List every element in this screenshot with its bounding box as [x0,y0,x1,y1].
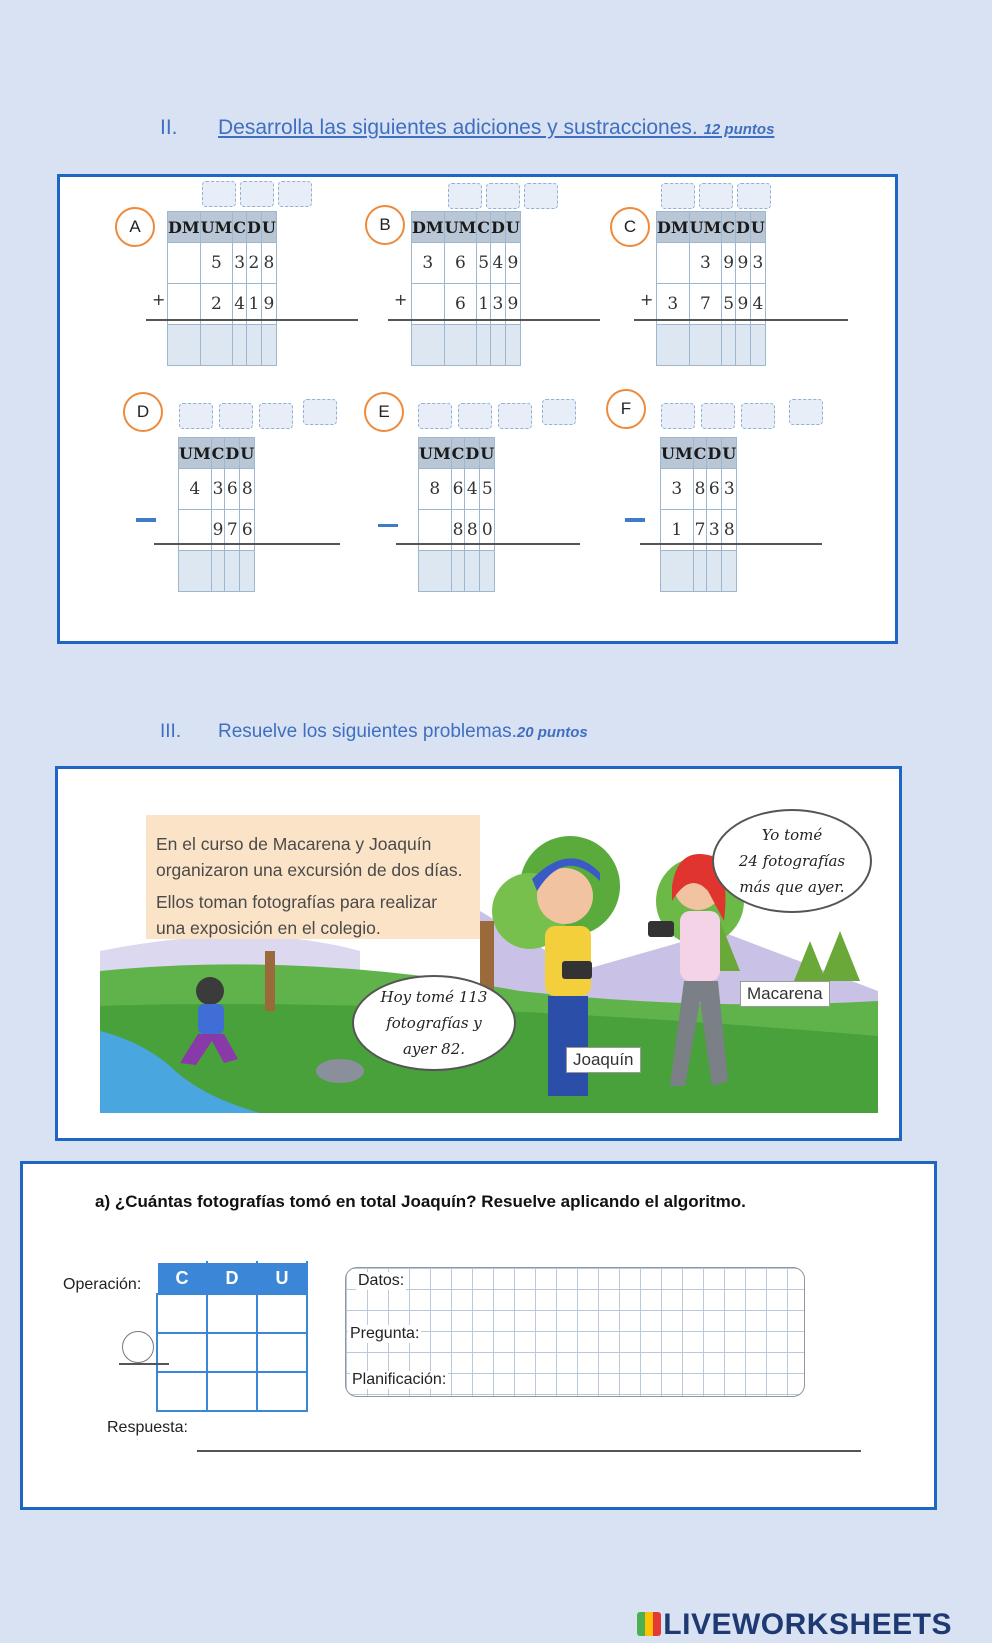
operation-sign-circle[interactable] [122,1331,154,1363]
question-text: a) ¿Cuántas fotografías tomó en total Joaquín? Resuelve aplicando el algoritmo. [95,1192,746,1211]
liveworksheets-logo: LIVEWORKSHEETS [637,1608,952,1642]
story-frame [55,766,902,1141]
answer-cell[interactable] [179,551,212,592]
story-intro [146,815,480,939]
joaquin-speech-bubble: Hoy tomé 113 fotografías y ayer 82. [352,975,516,1071]
planning-grid[interactable] [345,1267,805,1397]
section-title: Desarrolla las siguientes adiciones y sustracciones. [218,116,698,139]
answer-cell[interactable] [257,1372,307,1411]
answer-cell[interactable] [480,551,495,592]
planificacion-label: Planificación: [352,1371,447,1388]
place-value-table: DM UM C D U 5 3 2 8 2 4 1 9 [167,211,277,366]
borrow-box[interactable] [219,403,253,429]
borrow-box[interactable] [179,403,213,429]
difference-rule [396,543,580,545]
answer-cell[interactable] [157,1333,207,1372]
sum-rule [634,319,848,321]
carry-box[interactable] [737,183,771,209]
answer-cell[interactable] [233,325,247,366]
carry-box[interactable] [486,183,520,209]
difference-rule [154,543,340,545]
answer-cell[interactable] [261,325,276,366]
carry-box[interactable] [240,181,274,207]
label-a-badge: A [115,207,155,247]
answer-cell[interactable] [707,551,722,592]
plus-sign: + [394,290,408,309]
intro-line: organizaron una excursión de dos días. [156,860,463,880]
answer-cell[interactable] [200,325,233,366]
answer-cell[interactable] [157,1372,207,1411]
place-value-table: UM C D U 8 6 4 5 8 8 0 [418,437,495,592]
section-points: 20 puntos [516,724,588,741]
answer-cell[interactable] [465,551,480,592]
borrow-box[interactable] [741,403,775,429]
answer-cell[interactable] [451,551,465,592]
macarena-speech-bubble: Yo tomé 24 fotografías más que ayer. [712,809,872,913]
answer-cell[interactable] [207,1294,257,1333]
section-number: III. [160,721,182,742]
answer-cell[interactable] [419,551,452,592]
carry-box[interactable] [524,183,558,209]
borrow-box[interactable] [661,403,695,429]
intro-line: una exposición en el colegio. [156,918,381,938]
carry-box[interactable] [278,181,312,207]
answer-cell[interactable] [693,551,707,592]
answer-cell[interactable] [412,325,445,366]
section-points: 12 puntos [703,121,775,138]
place-value-table: UM C D U 4 3 6 8 9 7 6 [178,437,255,592]
carry-box[interactable] [448,183,482,209]
carry-box[interactable] [699,183,733,209]
pregunta-label: Pregunta: [350,1325,420,1342]
borrow-box[interactable] [542,399,576,425]
answer-cell[interactable] [750,325,765,366]
label-f-badge: F [606,389,646,429]
respuesta-label: Respuesta: [107,1419,188,1436]
answer-cell[interactable] [444,325,477,366]
plus-sign: + [152,290,166,309]
answer-cell[interactable] [211,551,225,592]
answer-cell[interactable] [505,325,520,366]
story-illustration [100,801,878,1113]
answer-cell[interactable] [257,1333,307,1372]
answer-cell[interactable] [477,325,491,366]
borrow-box[interactable] [789,399,823,425]
question-frame [20,1161,937,1510]
minus-sign [625,518,645,522]
operacion-label: Operación: [63,1276,142,1293]
borrow-box[interactable] [458,403,492,429]
macarena-name-tag: Macarena [740,981,830,1007]
answer-cell[interactable] [657,325,690,366]
logo-mark-icon [637,1612,661,1636]
operation-rule [119,1363,169,1365]
borrow-box[interactable] [701,403,735,429]
borrow-box[interactable] [498,403,532,429]
difference-rule [640,543,822,545]
intro-line: Ellos toman fotografías para realizar [156,892,438,912]
answer-cell[interactable] [168,325,201,366]
joaquin-name-tag: Joaquín [566,1047,641,1073]
section-title: Resuelve los siguientes problemas. [218,721,517,742]
place-value-table: DM UM C D U 3 6 5 4 9 6 1 3 9 [411,211,521,366]
minus-sign [378,524,398,527]
answer-cell[interactable] [722,325,736,366]
borrow-box[interactable] [418,403,452,429]
cdu-table: C D U [156,1261,308,1412]
respuesta-line[interactable] [197,1450,861,1452]
answer-cell[interactable] [661,551,694,592]
sum-rule [388,319,600,321]
datos-label: Datos: [358,1272,405,1289]
borrow-box[interactable] [303,399,337,425]
section-number: II. [160,116,178,139]
carry-box[interactable] [202,181,236,207]
answer-cell[interactable] [491,325,506,366]
answer-cell[interactable] [736,325,751,366]
plus-sign: + [640,290,654,309]
answer-cell[interactable] [257,1294,307,1333]
minus-sign [136,518,156,522]
label-d-badge: D [123,392,163,432]
answer-cell[interactable] [247,325,262,366]
answer-cell[interactable] [722,551,737,592]
carry-box[interactable] [661,183,695,209]
sum-rule [146,319,358,321]
intro-line: En el curso de Macarena y Joaquín [156,834,432,854]
place-value-table: DM UM C D U 3 9 9 3 3 7 5 9 4 [656,211,766,366]
answer-cell[interactable] [207,1372,257,1411]
operations-frame [57,174,898,644]
borrow-box[interactable] [259,403,293,429]
answer-cell[interactable] [157,1294,207,1333]
label-c-badge: C [610,207,650,247]
label-e-badge: E [364,392,404,432]
answer-cell[interactable] [240,551,255,592]
answer-cell[interactable] [225,551,240,592]
answer-cell[interactable] [207,1333,257,1372]
label-b-badge: B [365,205,405,245]
answer-cell[interactable] [689,325,722,366]
place-value-table: UM C D U 3 8 6 3 1 7 3 8 [660,437,737,592]
